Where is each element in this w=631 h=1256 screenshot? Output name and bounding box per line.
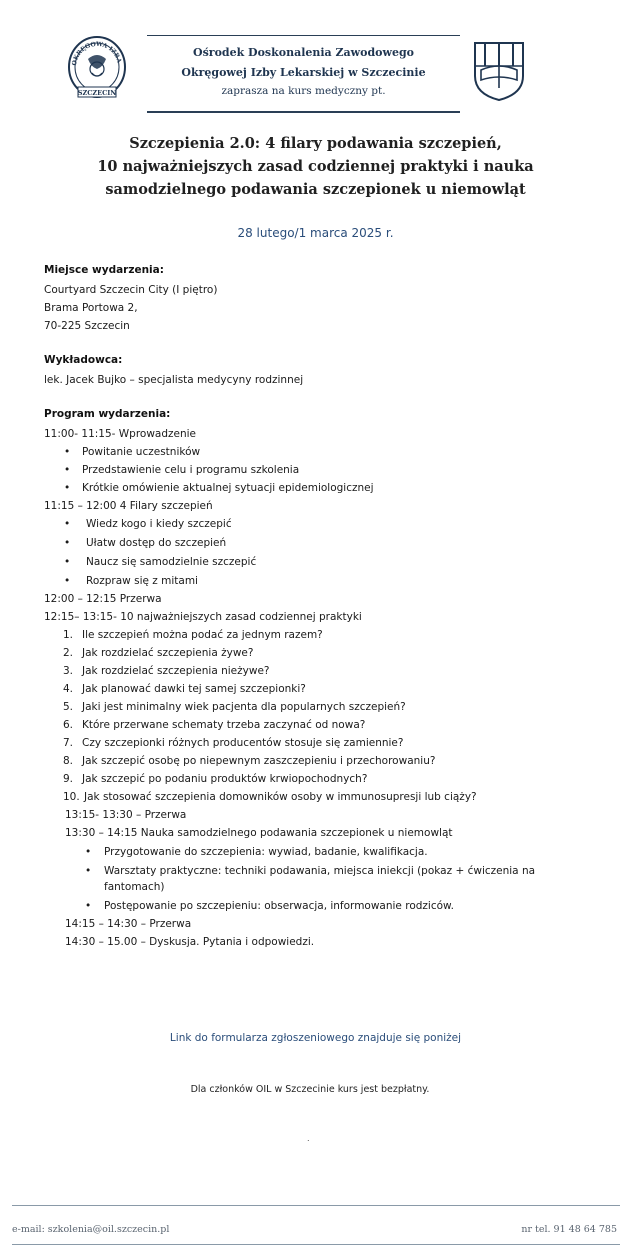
program-bullet: • <box>64 518 71 530</box>
program-bullet: • <box>64 482 71 494</box>
program-numbered-item: Jak planować dawki tej samej szczepionki? <box>82 683 306 695</box>
program-numbered-item: Czy szczepionki różnych producentów stosuje się zamiennie? <box>82 737 404 749</box>
program-bullet: • <box>64 464 71 476</box>
seal-city-text: SZCZECIN <box>77 89 117 97</box>
venue-line: 70-225 Szczecin <box>44 320 130 332</box>
course-title-line: Szczepienia 2.0: 4 filary podawania szczepień, <box>129 135 502 152</box>
shield-logo <box>471 40 527 102</box>
program-bullet: • <box>85 900 92 912</box>
program-number: 10. <box>63 791 80 803</box>
program-bullet-item: Wiedz kogo i kiedy szczepić <box>86 518 232 530</box>
program-session: 12:00 – 12:15 Przerwa <box>44 593 162 605</box>
program-number: 7. <box>63 737 74 749</box>
program-bullet: • <box>64 556 71 568</box>
program-number: 5. <box>63 701 74 713</box>
program-bullet-item: Rozpraw się z mitami <box>86 575 198 587</box>
program-bullet-item: Krótkie omówienie aktualnej sytuacji epidemiologicznej <box>82 482 374 494</box>
course-title-line: samodzielnego podawania szczepionek u niemowląt <box>105 181 526 198</box>
stray-dot: . <box>307 1134 310 1143</box>
seal-arc-text: OKRĘGOWA IZBA <box>70 40 123 67</box>
program-number: 3. <box>63 665 74 677</box>
venue-line: Courtyard Szczecin City (I piętro) <box>44 284 218 296</box>
program-bullet: • <box>85 865 92 877</box>
program-bullet-item: Ułatw dostęp do szczepień <box>86 537 227 549</box>
oil-seal-logo <box>66 33 128 105</box>
program-session: 13:30 – 14:15 Nauka samodzielnego podawania szczepionek u niemowląt <box>65 827 453 839</box>
course-title <box>20 132 611 201</box>
org-invite-line: zaprasza na kurs medyczny pt. <box>221 85 386 97</box>
footer-divider-top <box>12 1205 620 1206</box>
program-numbered-item: Jak szczepić po podaniu produktów krwiopochodnych? <box>82 773 368 785</box>
program-bullet: • <box>64 446 71 458</box>
program-numbered-item: Jak rozdzielać szczepienia nieżywe? <box>82 665 270 677</box>
venue-label: Miejsce wydarzenia: <box>44 264 164 276</box>
program-number: 2. <box>63 647 74 659</box>
registration-link[interactable]: Link do formularza zgłoszeniowego znajduje się poniżej <box>169 1032 462 1044</box>
org-name-line1: Ośrodek Doskonalenia Zawodowego <box>193 46 414 59</box>
program-session: 14:30 – 15.00 – Dyskusja. Pytania i odpowiedzi. <box>65 936 315 948</box>
program-bullet: • <box>85 846 92 858</box>
program-numbered-item: Jak stosować szczepienia domowników osoby w immunosupresji lub ciąży? <box>84 791 477 803</box>
program-numbered-item: Które przerwane schematy trzeba zaczynać od nowa? <box>82 719 366 731</box>
header-banner <box>147 35 460 113</box>
lecturer-name: lek. Jacek Bujko – specjalista medycyny rodzinnej <box>44 374 304 386</box>
venue-line: Brama Portowa 2, <box>44 302 138 314</box>
org-name-line2: Okręgowej Izby Lekarskiej w Szczecinie <box>181 66 426 79</box>
program-bullet-item: Postępowanie po szczepieniu: obserwacja, informowanie rodziców. <box>104 900 454 912</box>
program-bullet-item: Warsztaty praktyczne: techniki podawania, miejsca iniekcji (pokaz + ćwiczenia na <box>104 865 536 877</box>
program-bullet-item: Naucz się samodzielnie szczepić <box>86 556 257 568</box>
footer-email[interactable]: e-mail: szkolenia@oil.szczecin.pl <box>12 1224 170 1235</box>
course-title-line: 10 najważniejszych zasad codziennej praktyki i nauka <box>97 158 534 175</box>
program-bullet: • <box>64 537 71 549</box>
footer-phone: nr tel. 91 48 64 785 <box>521 1224 617 1235</box>
program-bullet-item: Przygotowanie do szczepienia: wywiad, badanie, kwalifikacja. <box>104 846 428 858</box>
program-number: 8. <box>63 755 74 767</box>
program-label: Program wydarzenia: <box>44 408 171 420</box>
program-numbered-item: Jak szczepić osobę po niepewnym zaszczepieniu i przechorowaniu? <box>82 755 436 767</box>
program-bullet-item: Przedstawienie celu i programu szkolenia <box>82 464 300 476</box>
program-session: 11:00- 11:15- Wprowadzenie <box>44 428 197 440</box>
program-numbered-item: Ile szczepień można podać za jednym razem? <box>82 629 323 641</box>
program-session: 13:15- 13:30 – Przerwa <box>65 809 187 821</box>
program-number: 4. <box>63 683 74 695</box>
program-session: 14:15 – 14:30 – Przerwa <box>65 918 192 930</box>
program-session: 12:15– 13:15- 10 najważniejszych zasad codziennej praktyki <box>44 611 362 623</box>
program-session: 11:15 – 12:00 4 Filary szczepień <box>44 500 213 512</box>
program-number: 1. <box>63 629 74 641</box>
lecturer-label: Wykładowca: <box>44 354 123 366</box>
event-date: 28 lutego/1 marca 2025 r. <box>237 226 394 240</box>
program-bullet: • <box>64 575 71 587</box>
free-course-note: Dla członków OIL w Szczecinie kurs jest bezpłatny. <box>190 1084 430 1095</box>
program-bullet-item-continuation: fantomach) <box>104 881 165 893</box>
program-numbered-item: Jak rozdzielać szczepienia żywe? <box>82 647 254 659</box>
program-numbered-item: Jaki jest minimalny wiek pacjenta dla popularnych szczepień? <box>82 701 406 713</box>
program-bullet-item: Powitanie uczestników <box>82 446 201 458</box>
program-number: 6. <box>63 719 74 731</box>
program-number: 9. <box>63 773 74 785</box>
footer-divider-bottom <box>12 1244 620 1245</box>
